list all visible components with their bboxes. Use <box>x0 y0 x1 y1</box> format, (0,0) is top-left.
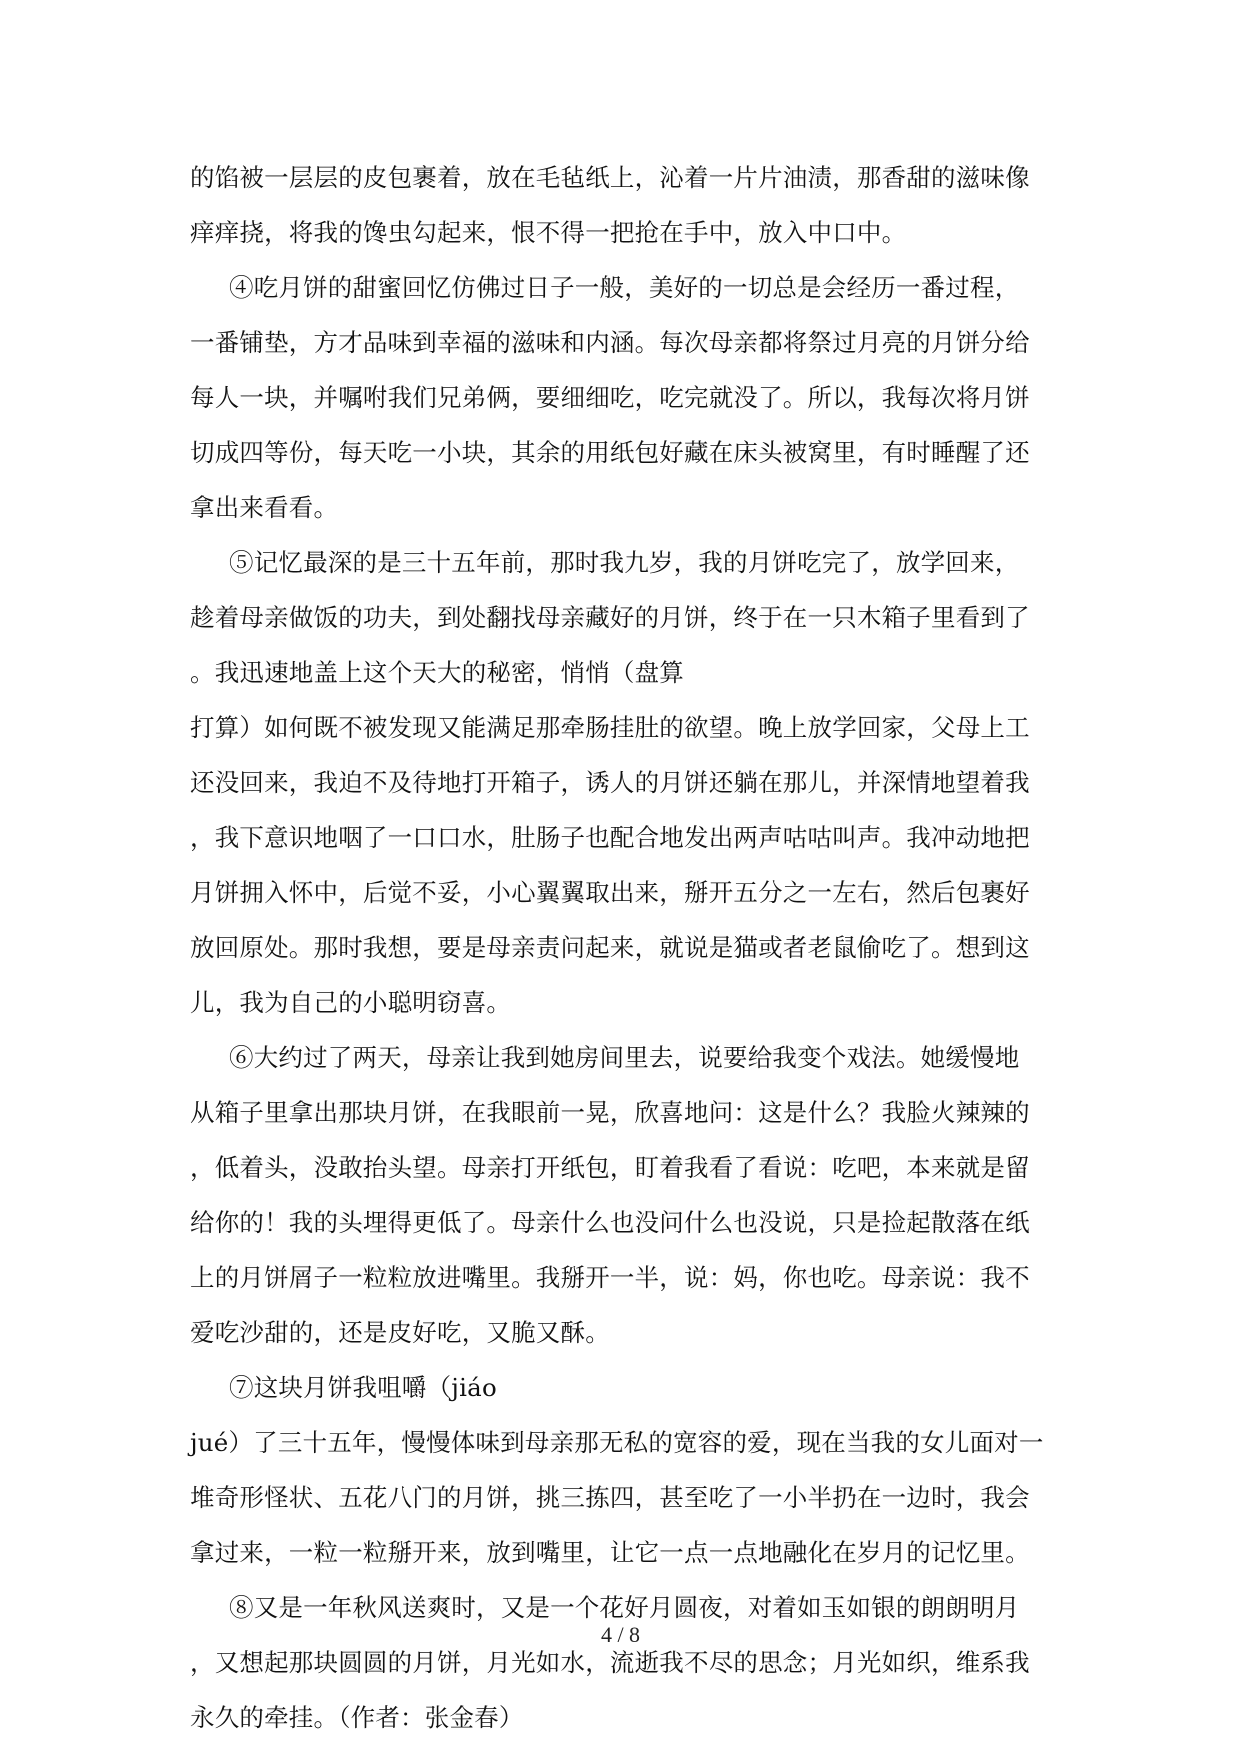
text-line: ，低着头，没敢抬头望。母亲打开纸包，盯着我看了看说：吃吧，本来就是留 <box>190 1153 1030 1182</box>
text-line: 趁着母亲做饭的功夫，到处翻找母亲藏好的月饼，终于在一只木箱子里看到了 <box>190 603 1030 632</box>
text-line: 上的月饼屑子一粒粒放进嘴里。我掰开一半，说：妈，你也吃。母亲说：我不 <box>190 1263 1030 1292</box>
text-line: 放回原处。那时我想，要是母亲责问起来，就说是猫或者老鼠偷吃了。想到这 <box>190 933 1030 962</box>
text-line: 从箱子里拿出那块月饼，在我眼前一晃，欣喜地问：这是什么？我脸火辣辣的 <box>190 1098 1030 1127</box>
text-line: 永久的牵挂。（作者：张金春） <box>190 1703 524 1732</box>
text-line: 每人一块，并嘱咐我们兄弟俩，要细细吃，吃完就没了。所以，我每次将月饼 <box>190 383 1030 412</box>
text-line: 堆奇形怪状、五花八门的月饼，挑三拣四，甚至吃了一小半扔在一边时，我会 <box>190 1483 1030 1512</box>
text-line: ，又想起那块圆圆的月饼，月光如水，流逝我不尽的思念；月光如织，维系我 <box>190 1648 1030 1677</box>
text-line: ，我下意识地咽了一口口水，肚肠子也配合地发出两声咕咕叫声。我冲动地把 <box>190 823 1030 852</box>
text-line: ⑤记忆最深的是三十五年前，那时我九岁，我的月饼吃完了，放学回来， <box>229 548 1020 577</box>
text-line: 打算）如何既不被发现又能满足那牵肠挂肚的欲望。晚上放学回家，父母上工 <box>190 713 1030 742</box>
text-line: ④吃月饼的甜蜜回忆仿佛过日子一般，美好的一切总是会经历一番过程， <box>229 273 1020 302</box>
article-body <box>190 150 1065 1745</box>
text-line: 拿出来看看。 <box>190 493 339 522</box>
text-line: 一番铺垫，方才品味到幸福的滋味和内涵。每次母亲都将祭过月亮的月饼分给 <box>190 328 1030 357</box>
text-line: 的馅被一层层的皮包裹着，放在毛毡纸上，沁着一片片油渍，那香甜的滋味像 <box>190 163 1030 192</box>
text-line: ⑧又是一年秋风送爽时，又是一个花好月圆夜，对着如玉如银的朗朗明月 <box>229 1593 1020 1622</box>
text-line: 切成四等份，每天吃一小块，其余的用纸包好藏在床头被窝里，有时睡醒了还 <box>190 438 1030 467</box>
text-line: ⑦这块月饼我咀嚼（jiáo <box>229 1373 497 1402</box>
text-line: 痒痒挠，将我的馋虫勾起来，恨不得一把抢在手中，放入中口中。 <box>190 218 907 247</box>
text-line: 还没回来，我迫不及待地打开箱子，诱人的月饼还躺在那儿，并深情地望着我 <box>190 768 1030 797</box>
text-line: jué）了三十五年，慢慢体味到母亲那无私的宽容的爱，现在当我的女儿面对一 <box>190 1428 1044 1457</box>
text-line: ⑥大约过了两天，母亲让我到她房间里去，说要给我变个戏法。她缓慢地 <box>229 1043 1020 1072</box>
text-line: 月饼拥入怀中，后觉不妥，小心翼翼取出来，掰开五分之一左右，然后包裹好 <box>190 878 1030 907</box>
page-number: 4 / 8 <box>600 1622 641 1647</box>
text-line: 。我迅速地盖上这个天大的秘密，悄悄（盘算 <box>190 658 684 687</box>
text-line: 儿，我为自己的小聪明窃喜。 <box>190 988 512 1017</box>
text-line: 爱吃沙甜的，还是皮好吃，又脆又酥。 <box>190 1318 610 1347</box>
text-line: 拿过来，一粒一粒掰开来，放到嘴里，让它一点一点地融化在岁月的记忆里。 <box>190 1538 1030 1567</box>
text-line: 给你的！我的头埋得更低了。母亲什么也没问什么也没说，只是捡起散落在纸 <box>190 1208 1030 1237</box>
